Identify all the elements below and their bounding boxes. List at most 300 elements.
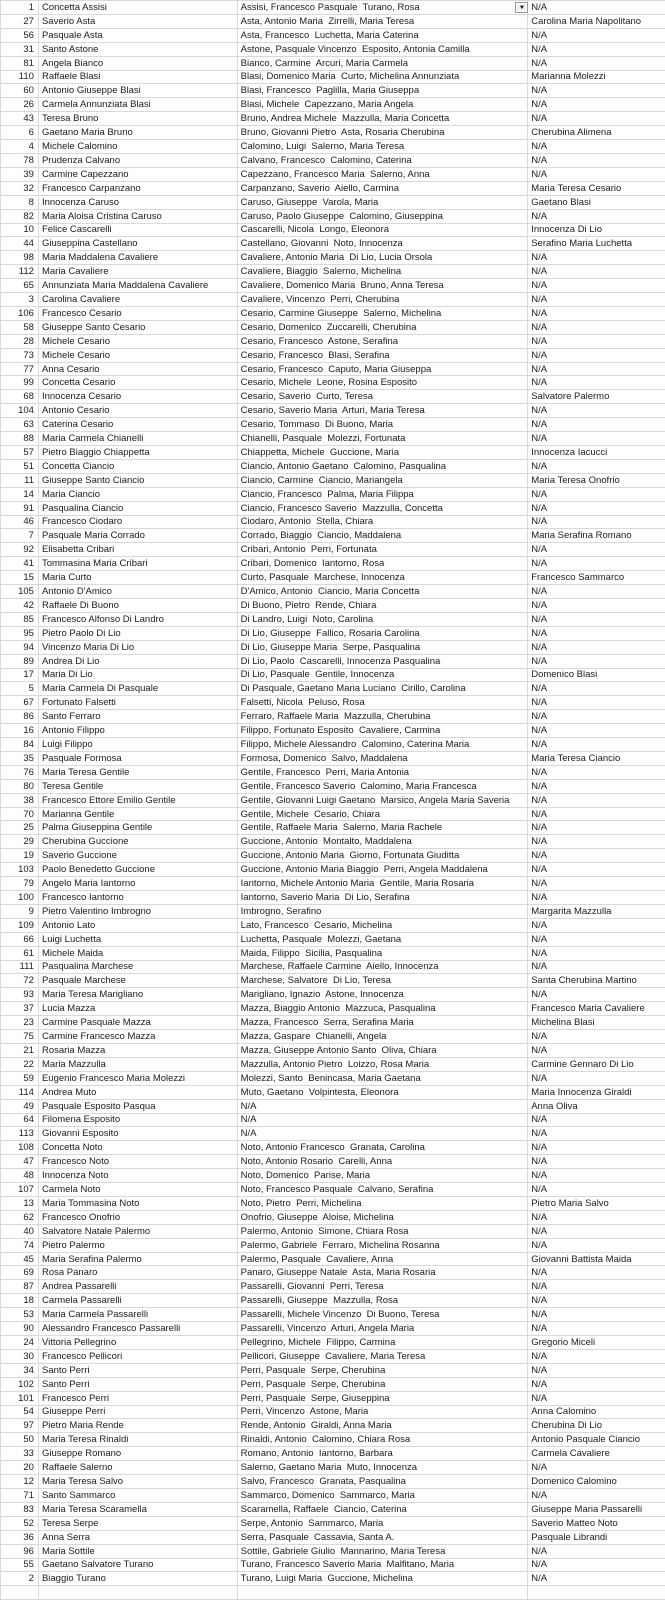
cell-person-name[interactable]: Cherubina Guccione [39,835,238,849]
cell-id[interactable]: 48 [1,1169,39,1183]
cell-id[interactable]: 26 [1,98,39,112]
cell-spouse[interactable]: Maria Teresa Onofrio [528,474,665,488]
cell-person-name[interactable]: Michele Calomino [39,140,238,154]
cell-parents[interactable]: Muto, Gaetano Volpintesta, Eleonora [238,1086,529,1100]
cell-person-name[interactable]: Francesco Ettore Emilio Gentile [39,794,238,808]
cell-parents[interactable]: Panaro, Giuseppe Natale Asta, Maria Rosaria [238,1266,529,1280]
cell-id[interactable]: 68 [1,390,39,404]
cell-spouse[interactable]: N/A [528,1559,665,1573]
cell-person-name[interactable]: Santo Ferraro [39,710,238,724]
cell-person-name[interactable]: Santo Sammarco [39,1489,238,1503]
cell-person-name[interactable]: Andrea Di Lio [39,655,238,669]
cell-id[interactable]: 10 [1,224,39,238]
cell-spouse[interactable]: N/A [528,1127,665,1141]
cell-person-name[interactable]: Pietro Valentino Imbrogno [39,905,238,919]
cell-parents[interactable]: Blasi, Francesco Paglilla, Maria Giuseppa [238,84,529,98]
cell-id[interactable]: 33 [1,1447,39,1461]
cell-person-name[interactable]: Giuseppe Santo Cesario [39,321,238,335]
cell-spouse[interactable]: N/A [528,1545,665,1559]
cell-id[interactable]: 106 [1,307,39,321]
cell-spouse[interactable]: N/A [528,1,665,15]
cell-id[interactable]: 43 [1,112,39,126]
cell-spouse[interactable]: N/A [528,516,665,530]
cell-spouse[interactable]: N/A [528,307,665,321]
cell-parents[interactable]: Cesario, Domenico Zuccarelli, Cherubina [238,321,529,335]
cell-id[interactable]: 40 [1,1225,39,1239]
cell-spouse[interactable]: Gaetano Blasi [528,196,665,210]
cell-person-name[interactable]: Teresa Bruno [39,112,238,126]
cell-id[interactable]: 113 [1,1127,39,1141]
cell-spouse[interactable]: N/A [528,1572,665,1586]
cell-person-name[interactable]: Fortunato Falsetti [39,696,238,710]
cell-spouse[interactable]: N/A [528,835,665,849]
cell-person-name[interactable]: Filomena Esposito [39,1114,238,1128]
cell-person-name[interactable]: Annunziata Maria Maddalena Cavaliere [39,279,238,293]
cell-person-name[interactable]: Antonio Cesario [39,404,238,418]
cell-id[interactable]: 50 [1,1433,39,1447]
cell-id[interactable]: 23 [1,1016,39,1030]
cell-spouse[interactable]: N/A [528,1392,665,1406]
cell-parents[interactable]: D'Amico, Antonio Ciancio, Maria Concetta [238,585,529,599]
cell-person-name[interactable]: Maria Carmela Chianelli [39,432,238,446]
cell-parents[interactable]: Mazza, Gaspare Chianelli, Angela [238,1030,529,1044]
cell-person-name[interactable]: Rosa Panaro [39,1266,238,1280]
cell-parents[interactable]: Sammarco, Domenico Sammarco, Maria [238,1489,529,1503]
cell-parents[interactable]: N/A [238,1114,529,1128]
cell-id[interactable]: 55 [1,1559,39,1573]
cell-spouse[interactable]: N/A [528,251,665,265]
cell-parents[interactable]: Ciancio, Francesco Saverio Mazzulla, Concetta [238,502,529,516]
cell-parents[interactable]: Noto, Francesco Pasquale Calvano, Serafina [238,1183,529,1197]
cell-parents[interactable]: Passarelli, Giuseppe Mazzulla, Rosa [238,1294,529,1308]
cell-parents[interactable]: Serra, Pasquale Cassavia, Santa A. [238,1531,529,1545]
cell-person-name[interactable]: Carmine Francesco Mazza [39,1030,238,1044]
cell-parents[interactable]: Cavaliere, Antonio Maria Di Lio, Lucia Orsola [238,251,529,265]
cell-person-name[interactable]: Francesco Onofrio [39,1211,238,1225]
cell-parents[interactable]: Perri, Pasquale Serpe, Cherubina [238,1378,529,1392]
cell-id[interactable]: 2 [1,1572,39,1586]
cell-parents[interactable]: Cribari, Domenico Iantorno, Rosa [238,557,529,571]
cell-spouse[interactable]: N/A [528,210,665,224]
cell-id[interactable]: 88 [1,432,39,446]
cell-id[interactable]: 97 [1,1419,39,1433]
cell-spouse[interactable]: N/A [528,140,665,154]
cell-parents[interactable]: Guccione, Antonio Maria Giorno, Fortunata Giuditta [238,849,529,863]
cell-parents[interactable]: Pellegrino, Michele Filippo, Carmina [238,1336,529,1350]
cell-parents[interactable]: Di Pasquale, Gaetano Maria Luciano Cirillo, Carolina [238,682,529,696]
cell-spouse[interactable]: N/A [528,502,665,516]
cell-parents[interactable]: Cesario, Francesco Caputo, Maria Giuseppa [238,363,529,377]
cell-spouse[interactable]: N/A [528,877,665,891]
cell-spouse[interactable]: N/A [528,933,665,947]
cell-spouse[interactable]: N/A [528,57,665,71]
cell-parents[interactable]: Onofrio, Giuseppe Aloise, Michelina [238,1211,529,1225]
cell-spouse[interactable]: N/A [528,641,665,655]
cell-parents[interactable]: Palermo, Gabriele Ferraro, Michelina Rosanna [238,1239,529,1253]
cell-id[interactable]: 38 [1,794,39,808]
cell-id[interactable]: 9 [1,905,39,919]
cell-id[interactable]: 89 [1,655,39,669]
cell-person-name[interactable]: Palma Giuseppina Gentile [39,821,238,835]
cell-person-name[interactable]: Marianna Gentile [39,808,238,822]
cell-person-name[interactable]: Michele Maida [39,947,238,961]
cell-id[interactable]: 42 [1,599,39,613]
cell-id[interactable]: 37 [1,1002,39,1016]
cell-id[interactable]: 114 [1,1086,39,1100]
cell-spouse[interactable] [528,1586,665,1600]
cell-person-name[interactable]: Maria Tommasina Noto [39,1197,238,1211]
cell-parents[interactable]: Scaramella, Raffaele Ciancio, Caterina [238,1503,529,1517]
cell-parents[interactable]: Gentile, Michele Cesario, Chiara [238,808,529,822]
cell-person-name[interactable]: Innocenza Caruso [39,196,238,210]
cell-spouse[interactable]: Michelina Blasi [528,1016,665,1030]
cell-id[interactable]: 65 [1,279,39,293]
cell-spouse[interactable]: Anna Oliva [528,1100,665,1114]
cell-id[interactable]: 61 [1,947,39,961]
cell-spouse[interactable]: Giovanni Battista Maida [528,1253,665,1267]
cell-id[interactable]: 83 [1,1503,39,1517]
cell-person-name[interactable]: Teresa Serpe [39,1517,238,1531]
cell-spouse[interactable]: N/A [528,821,665,835]
cell-id[interactable]: 21 [1,1044,39,1058]
cell-person-name[interactable]: Santo Perri [39,1364,238,1378]
cell-id[interactable]: 103 [1,863,39,877]
cell-person-name[interactable]: Felice Cascarelli [39,224,238,238]
cell-person-name[interactable]: Pietro Paolo Di Lio [39,627,238,641]
cell-spouse[interactable]: N/A [528,682,665,696]
cell-id[interactable]: 27 [1,15,39,29]
cell-parents[interactable]: Sottile, Gabriele Giulio Mannarino, Maria Teresa [238,1545,529,1559]
cell-person-name[interactable]: Michele Cesario [39,349,238,363]
cell-spouse[interactable]: Innocenza Iacucci [528,446,665,460]
cell-spouse[interactable]: Carolina Maria Napolitano [528,15,665,29]
cell-spouse[interactable]: Cherubina Alimena [528,126,665,140]
cell-parents[interactable]: Curto, Pasquale Marchese, Innocenza [238,571,529,585]
cell-id[interactable]: 15 [1,571,39,585]
cell-person-name[interactable]: Santo Astone [39,43,238,57]
cell-person-name[interactable]: Anna Serra [39,1531,238,1545]
cell-parents[interactable]: Ferraro, Raffaele Maria Mazzulla, Cherubina [238,710,529,724]
cell-parents[interactable]: Di Landro, Luigi Noto, Carolina [238,613,529,627]
cell-person-name[interactable]: Pasquale Formosa [39,752,238,766]
cell-spouse[interactable]: N/A [528,1211,665,1225]
cell-id[interactable]: 8 [1,196,39,210]
cell-id[interactable]: 29 [1,835,39,849]
cell-id[interactable] [1,1586,39,1600]
cell-parents[interactable]: Bruno, Giovanni Pietro Asta, Rosaria Cherubina [238,126,529,140]
cell-spouse[interactable]: N/A [528,154,665,168]
cell-parents[interactable]: Ciancio, Francesco Palma, Maria Filippa [238,488,529,502]
cell-parents[interactable]: Caruso, Paolo Giuseppe Calomino, Giuseppina [238,210,529,224]
cell-spouse[interactable]: Antonio Pasquale Ciancio [528,1433,665,1447]
cell-person-name[interactable]: Vincenzo Maria Di Lio [39,641,238,655]
cell-id[interactable]: 74 [1,1239,39,1253]
cell-parents[interactable]: Di Buono, Pietro Rende, Chiara [238,599,529,613]
cell-person-name[interactable]: Caterina Cesario [39,418,238,432]
cell-id[interactable]: 58 [1,321,39,335]
cell-id[interactable]: 91 [1,502,39,516]
cell-person-name[interactable]: Concetta Ciancio [39,460,238,474]
cell-spouse[interactable]: N/A [528,363,665,377]
cell-parents[interactable]: Blasi, Domenico Maria Curto, Michelina Annunziata [238,71,529,85]
cell-id[interactable]: 105 [1,585,39,599]
cell-parents[interactable]: Filippo, Michele Alessandro Calomino, Caterina Maria [238,738,529,752]
cell-person-name[interactable]: Carmine Capezzano [39,168,238,182]
cell-person-name[interactable]: Antonio Filippo [39,724,238,738]
cell-person-name[interactable]: Maria Teresa Rinaldi [39,1433,238,1447]
cell-parents[interactable]: Chianelli, Pasquale Molezzi, Fortunata [238,432,529,446]
cell-parents[interactable]: Serpe, Antonio Sammarco, Maria [238,1517,529,1531]
cell-spouse[interactable]: N/A [528,349,665,363]
cell-person-name[interactable]: Concetta Assisi [39,1,238,15]
cell-parents[interactable]: Turano, Francesco Saverio Maria Malfitano, Maria [238,1559,529,1573]
cell-person-name[interactable]: Francesco Carpanzano [39,182,238,196]
cell-parents[interactable]: Cavaliere, Biaggio Salerno, Michelina [238,265,529,279]
cell-spouse[interactable]: N/A [528,738,665,752]
cell-parents[interactable]: Iantorno, Michele Antonio Maria Gentile, Maria Rosaria [238,877,529,891]
cell-spouse[interactable]: Marianna Molezzi [528,71,665,85]
cell-spouse[interactable]: N/A [528,919,665,933]
cell-spouse[interactable]: N/A [528,849,665,863]
cell-person-name[interactable]: Concetta Noto [39,1141,238,1155]
cell-spouse[interactable]: N/A [528,98,665,112]
cell-person-name[interactable]: Biaggio Turano [39,1572,238,1586]
cell-person-name[interactable]: Paolo Benedetto Guccione [39,863,238,877]
cell-person-name[interactable]: Francesco Iantorno [39,891,238,905]
cell-person-name[interactable]: Rosaria Mazza [39,1044,238,1058]
cell-person-name[interactable]: Raffaele Blasi [39,71,238,85]
cell-spouse[interactable]: N/A [528,557,665,571]
cell-id[interactable]: 35 [1,752,39,766]
cell-spouse[interactable]: N/A [528,1489,665,1503]
cell-spouse[interactable]: N/A [528,43,665,57]
cell-id[interactable]: 92 [1,543,39,557]
cell-id[interactable]: 7 [1,529,39,543]
cell-parents[interactable]: Luchetta, Pasquale Molezzi, Gaetana [238,933,529,947]
cell-spouse[interactable]: N/A [528,1461,665,1475]
cell-parents[interactable]: Ciancio, Carmine Ciancio, Mariangela [238,474,529,488]
cell-parents[interactable]: Salerno, Gaetano Maria Muto, Innocenza [238,1461,529,1475]
cell-spouse[interactable]: N/A [528,585,665,599]
cell-parents[interactable]: Asta, Antonio Maria Zirrelli, Maria Teresa [238,15,529,29]
cell-person-name[interactable]: Pietro Biaggio Chiappetta [39,446,238,460]
cell-parents[interactable]: Rinaldi, Antonio Calomino, Chiara Rosa [238,1433,529,1447]
cell-person-name[interactable]: Raffaele Di Buono [39,599,238,613]
cell-spouse[interactable]: Margarita Mazzulla [528,905,665,919]
cell-person-name[interactable]: Prudenza Calvano [39,154,238,168]
cell-person-name[interactable]: Pietro Maria Rende [39,1419,238,1433]
cell-spouse[interactable]: N/A [528,627,665,641]
cell-parents[interactable]: Lato, Francesco Cesario, Michelina [238,919,529,933]
cell-person-name[interactable]: Angela Bianco [39,57,238,71]
cell-id[interactable]: 102 [1,1378,39,1392]
cell-id[interactable]: 73 [1,349,39,363]
cell-parents[interactable]: Rende, Antonio Giraldi, Anna Maria [238,1419,529,1433]
cell-spouse[interactable]: Maria Teresa Ciancio [528,752,665,766]
cell-person-name[interactable]: Pasquale Asta [39,29,238,43]
cell-person-name[interactable]: Giuseppina Castellano [39,237,238,251]
cell-id[interactable]: 94 [1,641,39,655]
cell-spouse[interactable]: Domenico Calomino [528,1475,665,1489]
cell-id[interactable]: 75 [1,1030,39,1044]
cell-id[interactable]: 82 [1,210,39,224]
cell-person-name[interactable]: Francesco Pellicori [39,1350,238,1364]
cell-spouse[interactable]: Giuseppe Maria Passarelli [528,1503,665,1517]
cell-spouse[interactable]: N/A [528,891,665,905]
cell-spouse[interactable]: Gregorio Miceli [528,1336,665,1350]
cell-person-name[interactable]: Pasqualina Ciancio [39,502,238,516]
cell-parents[interactable]: Perri, Pasquale Serpe, Cherubina [238,1364,529,1378]
cell-id[interactable]: 111 [1,961,39,975]
cell-person-name[interactable]: Innocenza Cesario [39,390,238,404]
cell-parents[interactable]: Passarelli, Vincenzo Arturi, Angela Maria [238,1322,529,1336]
cell-id[interactable]: 17 [1,669,39,683]
cell-id[interactable]: 24 [1,1336,39,1350]
cell-spouse[interactable]: N/A [528,655,665,669]
cell-spouse[interactable]: Serafino Maria Luchetta [528,237,665,251]
cell-parents[interactable]: Cesario, Carmine Giuseppe Salerno, Michelina [238,307,529,321]
cell-parents[interactable]: Di Lio, Paolo Cascarelli, Innocenza Pasqualina [238,655,529,669]
cell-person-name[interactable]: Maria Ciancio [39,488,238,502]
cell-person-name[interactable]: Carmela Noto [39,1183,238,1197]
cell-parents[interactable]: Caruso, Giuseppe Varola, Maria [238,196,529,210]
cell-spouse[interactable]: N/A [528,1030,665,1044]
cell-id[interactable]: 101 [1,1392,39,1406]
cell-parents[interactable]: Turano, Luigi Maria Guccione, Michelina [238,1572,529,1586]
cell-id[interactable]: 86 [1,710,39,724]
cell-person-name[interactable]: Maria Serafina Palermo [39,1253,238,1267]
cell-spouse[interactable]: Pasquale Librandi [528,1531,665,1545]
cell-id[interactable]: 5 [1,682,39,696]
cell-id[interactable]: 100 [1,891,39,905]
cell-spouse[interactable]: N/A [528,1239,665,1253]
cell-person-name[interactable]: Andrea Muto [39,1086,238,1100]
cell-spouse[interactable]: Saverio Matteo Noto [528,1517,665,1531]
cell-id[interactable]: 34 [1,1364,39,1378]
cell-spouse[interactable]: Maria Innocenza Giraldi [528,1086,665,1100]
cell-person-name[interactable]: Maria Teresa Salvo [39,1475,238,1489]
cell-parents[interactable]: Maida, Filippo Sicilia, Pasqualina [238,947,529,961]
cell-parents[interactable]: Cesario, Michele Leone, Rosina Esposito [238,376,529,390]
cell-parents[interactable]: Guccione, Antonio Montalto, Maddalena [238,835,529,849]
cell-person-name[interactable]: Antonio Giuseppe Blasi [39,84,238,98]
cell-person-name[interactable]: Francesco Noto [39,1155,238,1169]
cell-parents[interactable]: Noto, Pietro Perri, Michelina [238,1197,529,1211]
cell-spouse[interactable]: Carmela Cavaliere [528,1447,665,1461]
cell-spouse[interactable]: N/A [528,863,665,877]
cell-spouse[interactable]: N/A [528,460,665,474]
cell-person-name[interactable]: Giuseppe Santo Ciancio [39,474,238,488]
cell-id[interactable]: 84 [1,738,39,752]
cell-id[interactable]: 1 [1,1,39,15]
cell-parents[interactable]: Perri, Vincenzo Astone, Maria [238,1406,529,1420]
cell-id[interactable]: 62 [1,1211,39,1225]
cell-id[interactable]: 60 [1,84,39,98]
cell-id[interactable]: 87 [1,1280,39,1294]
cell-id[interactable]: 56 [1,29,39,43]
cell-spouse[interactable]: N/A [528,1183,665,1197]
cell-id[interactable]: 6 [1,126,39,140]
cell-spouse[interactable]: N/A [528,404,665,418]
cell-id[interactable]: 93 [1,988,39,1002]
cell-person-name[interactable]: Maria Aloisa Cristina Caruso [39,210,238,224]
cell-person-name[interactable]: Maria Teresa Scaramella [39,1503,238,1517]
cell-spouse[interactable]: N/A [528,599,665,613]
cell-person-name[interactable]: Alessandro Francesco Passarelli [39,1322,238,1336]
cell-parents[interactable]: Bruno, Andrea Michele Mazzulla, Maria Concetta [238,112,529,126]
cell-id[interactable]: 78 [1,154,39,168]
cell-spouse[interactable]: N/A [528,724,665,738]
cell-person-name[interactable]: Pasquale Maria Corrado [39,529,238,543]
cell-id[interactable]: 108 [1,1141,39,1155]
cell-parents[interactable]: Salvo, Francesco Granata, Pasqualina [238,1475,529,1489]
cell-person-name[interactable]: Maria Curto [39,571,238,585]
cell-parents[interactable]: Marchese, Salvatore Di Lio, Teresa [238,974,529,988]
cell-parents[interactable]: Marigliano, Ignazio Astone, Innocenza [238,988,529,1002]
cell-spouse[interactable]: N/A [528,808,665,822]
cell-parents[interactable]: Mazza, Francesco Serra, Serafina Maria [238,1016,529,1030]
cell-id[interactable]: 36 [1,1531,39,1545]
cell-spouse[interactable]: N/A [528,1294,665,1308]
cell-spouse[interactable]: N/A [528,710,665,724]
cell-spouse[interactable]: N/A [528,1141,665,1155]
dropdown-button[interactable] [515,2,528,13]
cell-spouse[interactable]: N/A [528,1072,665,1086]
cell-person-name[interactable]: Pasquale Esposito Pasqua [39,1100,238,1114]
cell-spouse[interactable]: Pietro Maria Salvo [528,1197,665,1211]
cell-spouse[interactable]: N/A [528,321,665,335]
cell-person-name[interactable]: Francesco Cesario [39,307,238,321]
cell-spouse[interactable]: Innocenza Di Lio [528,224,665,238]
cell-parents[interactable]: Perri, Pasquale Serpe, Giuseppina [238,1392,529,1406]
cell-spouse[interactable]: N/A [528,696,665,710]
cell-parents[interactable]: Di Lio, Giuseppe Fallico, Rosaria Carolina [238,627,529,641]
cell-spouse[interactable]: N/A [528,543,665,557]
cell-id[interactable]: 112 [1,265,39,279]
cell-parents[interactable]: Di Lio, Pasquale Gentile, Innocenza [238,669,529,683]
cell-person-name[interactable]: Maria Sottile [39,1545,238,1559]
cell-id[interactable]: 45 [1,1253,39,1267]
cell-person-name[interactable]: Antonio D'Amico [39,585,238,599]
cell-parents[interactable]: Guccione, Antonio Maria Biaggio Perri, Angela Maddalena [238,863,529,877]
cell-id[interactable]: 64 [1,1114,39,1128]
cell-spouse[interactable]: Francesco Maria Cavaliere [528,1002,665,1016]
cell-spouse[interactable]: N/A [528,613,665,627]
cell-id[interactable]: 14 [1,488,39,502]
cell-id[interactable]: 22 [1,1058,39,1072]
cell-spouse[interactable]: N/A [528,766,665,780]
cell-parents[interactable]: Blasi, Michele Capezzano, Maria Angela [238,98,529,112]
cell-parents[interactable]: Calvano, Francesco Calomino, Caterina [238,154,529,168]
cell-id[interactable]: 3 [1,293,39,307]
cell-id[interactable]: 85 [1,613,39,627]
cell-id[interactable]: 95 [1,627,39,641]
cell-parents[interactable]: Noto, Domenico Parise, Maria [238,1169,529,1183]
cell-id[interactable]: 53 [1,1308,39,1322]
cell-spouse[interactable]: Maria Serafina Romano [528,529,665,543]
cell-person-name[interactable]: Carmela Passarelli [39,1294,238,1308]
cell-person-name[interactable]: Giuseppe Romano [39,1447,238,1461]
cell-spouse[interactable]: N/A [528,780,665,794]
cell-parents[interactable]: Gentile, Giovanni Luigi Gaetano Marsico, Angela Maria Saveria [238,794,529,808]
cell-spouse[interactable]: Carmine Gennaro Di Lio [528,1058,665,1072]
cell-person-name[interactable]: Pietro Palermo [39,1239,238,1253]
cell-id[interactable]: 11 [1,474,39,488]
cell-person-name[interactable]: Carmine Pasquale Mazza [39,1016,238,1030]
cell-parents[interactable]: Capezzano, Francesco Maria Salerno, Anna [238,168,529,182]
cell-person-name[interactable]: Anna Cesario [39,363,238,377]
cell-parents[interactable]: Cesario, Francesco Blasi, Serafina [238,349,529,363]
